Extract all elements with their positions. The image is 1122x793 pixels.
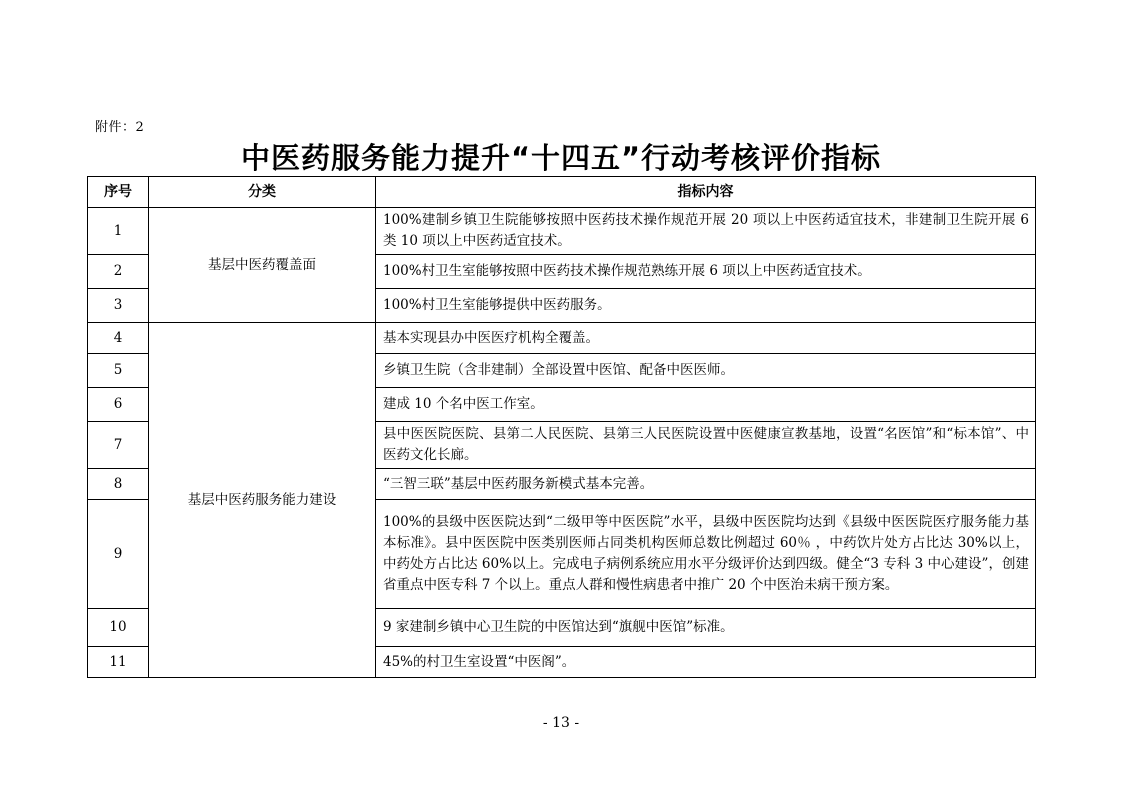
table-header-row (88, 177, 1036, 208)
row-seq: 3 (88, 289, 149, 323)
row-content: 100%的县级中医医院达到“二级甲等中医医院”水平，县级中医医院均达到《县级中医医院医疗服务能力基本标准》。县中医医院中医类别医师占同类机构医师总数比例超过 60％ ，中药饮片处方占比达 30%以上，中药处方占比达 60%以上。完成电子病例系统应用水平分级评价达到四级。健全“3 专科 3 中心建设”，创建省重点中医专科 7 个以上。重点人群和慢性病患者中推广 20 个中医治未病干预方案。 (376, 500, 1036, 609)
row-content: 建成 10 个名中医工作室。 (376, 388, 1036, 422)
category-cell: 基层中医药服务能力建设 (149, 323, 376, 678)
row-seq: 11 (88, 647, 149, 678)
row-seq: 10 (88, 609, 149, 647)
row-content: 100%村卫生室能够按照中医药技术操作规范熟练开展 6 项以上中医药适宜技术。 (376, 255, 1036, 289)
document-title: 中医药服务能力提升“十四五”行动考核评价指标 (240, 141, 882, 175)
row-seq: 9 (88, 500, 149, 609)
row-seq: 5 (88, 354, 149, 388)
row-content: 乡镇卫生院（含非建制）全部设置中医馆、配备中医医师。 (376, 354, 1036, 388)
row-seq: 1 (88, 208, 149, 255)
row-seq: 2 (88, 255, 149, 289)
evaluation-index-table (87, 176, 1036, 678)
row-content: 9 家建制乡镇中心卫生院的中医馆达到“旗舰中医馆”标准。 (376, 609, 1036, 647)
row-seq: 7 (88, 422, 149, 469)
page-number: - 13 - (542, 715, 580, 731)
table-row (88, 208, 1036, 255)
attachment-label: 附件：2 (95, 120, 145, 135)
header-content: 指标内容 (376, 177, 1036, 208)
row-content: 基本实现县办中医医疗机构全覆盖。 (376, 323, 1036, 354)
row-content: 县中医医院医院、县第二人民医院、县第三人民医院设置中医健康宣教基地，设置“名医馆”和“标本馆”、中医药文化长廊。 (376, 422, 1036, 469)
table-row (88, 323, 1036, 354)
row-content: 100%村卫生室能够提供中医药服务。 (376, 289, 1036, 323)
row-content: “三智三联”基层中医药服务新模式基本完善。 (376, 469, 1036, 500)
header-category: 分类 (149, 177, 376, 208)
row-content: 100%建制乡镇卫生院能够按照中医药技术操作规范开展 20 项以上中医药适宜技术，非建制卫生院开展 6 类 10 项以上中医药适宜技术。 (376, 208, 1036, 255)
row-content: 45%的村卫生室设置“中医阁”。 (376, 647, 1036, 678)
header-seq: 序号 (88, 177, 149, 208)
row-seq: 8 (88, 469, 149, 500)
row-seq: 4 (88, 323, 149, 354)
category-cell: 基层中医药覆盖面 (149, 208, 376, 323)
row-seq: 6 (88, 388, 149, 422)
